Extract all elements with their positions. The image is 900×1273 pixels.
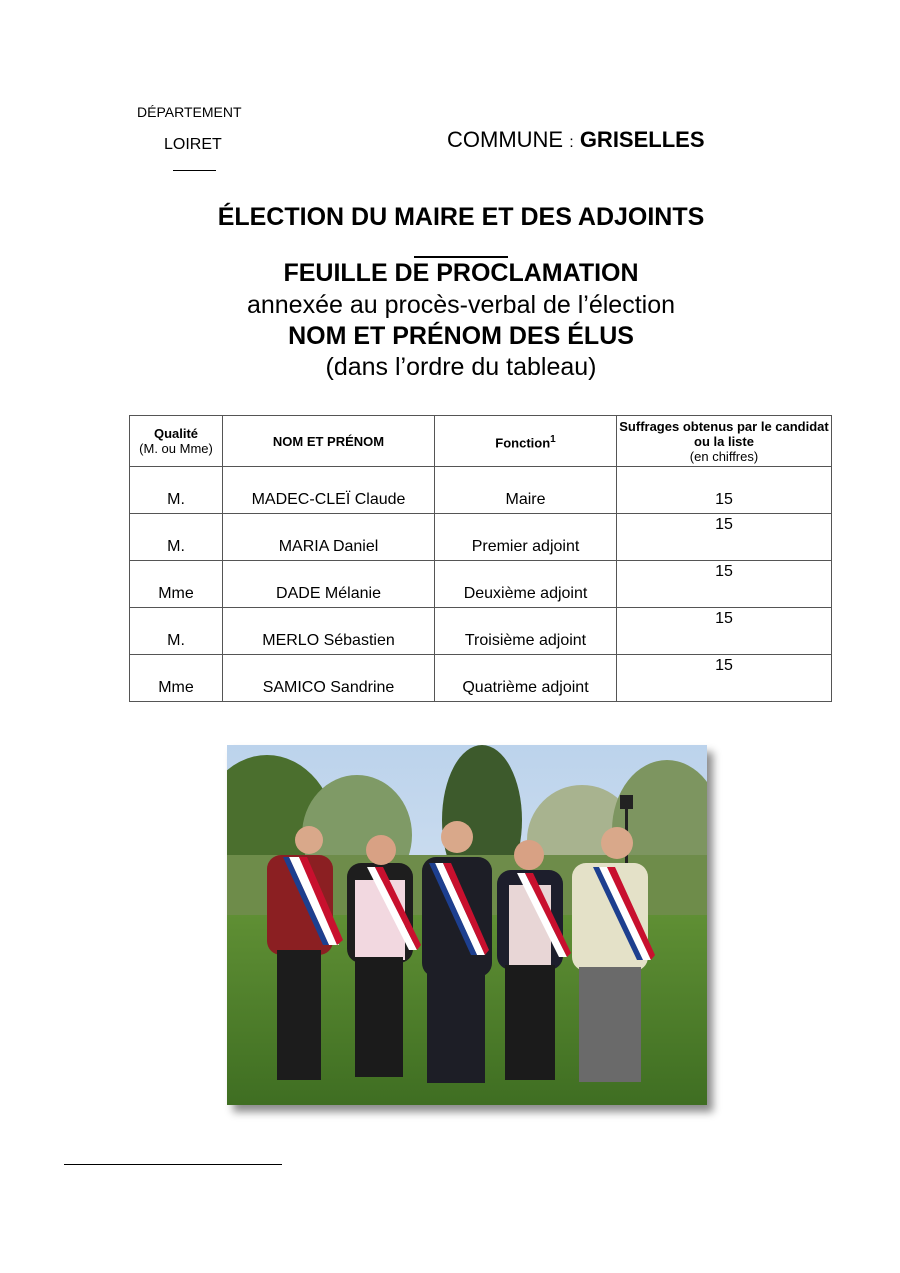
header-qualite <box>130 416 223 467</box>
cell-fonction: Deuxième adjoint <box>435 561 617 608</box>
header-suffrages-label: Suffrages obtenus par le candidat ou la liste <box>619 418 829 449</box>
cell-suffrages: 15 <box>617 561 832 608</box>
elus-table <box>129 415 832 702</box>
header-qualite-sub: (M. ou Mme) <box>139 441 213 456</box>
title-rule <box>414 256 508 258</box>
cell-nom: MERLO Sébastien <box>223 608 435 655</box>
footnote-rule <box>64 1164 282 1165</box>
cell-nom: DADE Mélanie <box>223 561 435 608</box>
cell-suffrages: 15 <box>617 467 832 514</box>
commune-label: COMMUNE <box>447 127 564 152</box>
header-fonction <box>435 416 617 467</box>
feuille-title: FEUILLE DE PROCLAMATION <box>283 259 639 287</box>
header-suffrages-sub: (en chiffres) <box>689 448 759 464</box>
table-row <box>130 655 832 702</box>
cell-qualite: Mme <box>130 655 223 702</box>
departement-name: LOIRET <box>164 136 222 153</box>
group-photo <box>227 745 707 1105</box>
cell-fonction: Premier adjoint <box>435 514 617 561</box>
footnote-marker: 1 <box>550 433 556 445</box>
departement-label: DÉPARTEMENT <box>137 104 242 120</box>
cell-qualite: M. <box>130 467 223 514</box>
cell-qualite: M. <box>130 608 223 655</box>
header-nom-label: NOM ET PRÉNOM <box>272 433 385 449</box>
departement-rule <box>173 170 216 171</box>
table-header-row <box>130 416 832 467</box>
header-fonction-label: Fonction <box>495 435 551 451</box>
cell-fonction: Quatrième adjoint <box>435 655 617 702</box>
cell-nom: MADEC-CLEÏ Claude <box>223 467 435 514</box>
commune-separator: : <box>569 134 574 151</box>
nom-title: NOM ET PRÉNOM DES ÉLUS <box>288 322 634 350</box>
table-row <box>130 467 832 514</box>
cell-suffrages: 15 <box>617 514 832 561</box>
ordre-subtitle: (dans l’ordre du tableau) <box>325 353 597 381</box>
cell-suffrages: 15 <box>617 655 832 702</box>
cell-fonction: Troisième adjoint <box>435 608 617 655</box>
header-nom <box>223 416 435 467</box>
election-title: ÉLECTION DU MAIRE ET DES ADJOINTS <box>217 203 705 231</box>
cell-nom: MARIA Daniel <box>223 514 435 561</box>
cell-suffrages: 15 <box>617 608 832 655</box>
table-row <box>130 561 832 608</box>
commune-line <box>447 127 705 153</box>
annexe-subtitle: annexée au procès-verbal de l’élection <box>246 291 676 319</box>
commune-name: GRISELLES <box>579 127 705 152</box>
cell-qualite: M. <box>130 514 223 561</box>
cell-qualite: Mme <box>130 561 223 608</box>
table-row <box>130 608 832 655</box>
header-suffrages <box>617 416 832 467</box>
table-row <box>130 514 832 561</box>
cell-nom: SAMICO Sandrine <box>223 655 435 702</box>
header-qualite-label: Qualité <box>153 426 199 441</box>
cell-fonction: Maire <box>435 467 617 514</box>
